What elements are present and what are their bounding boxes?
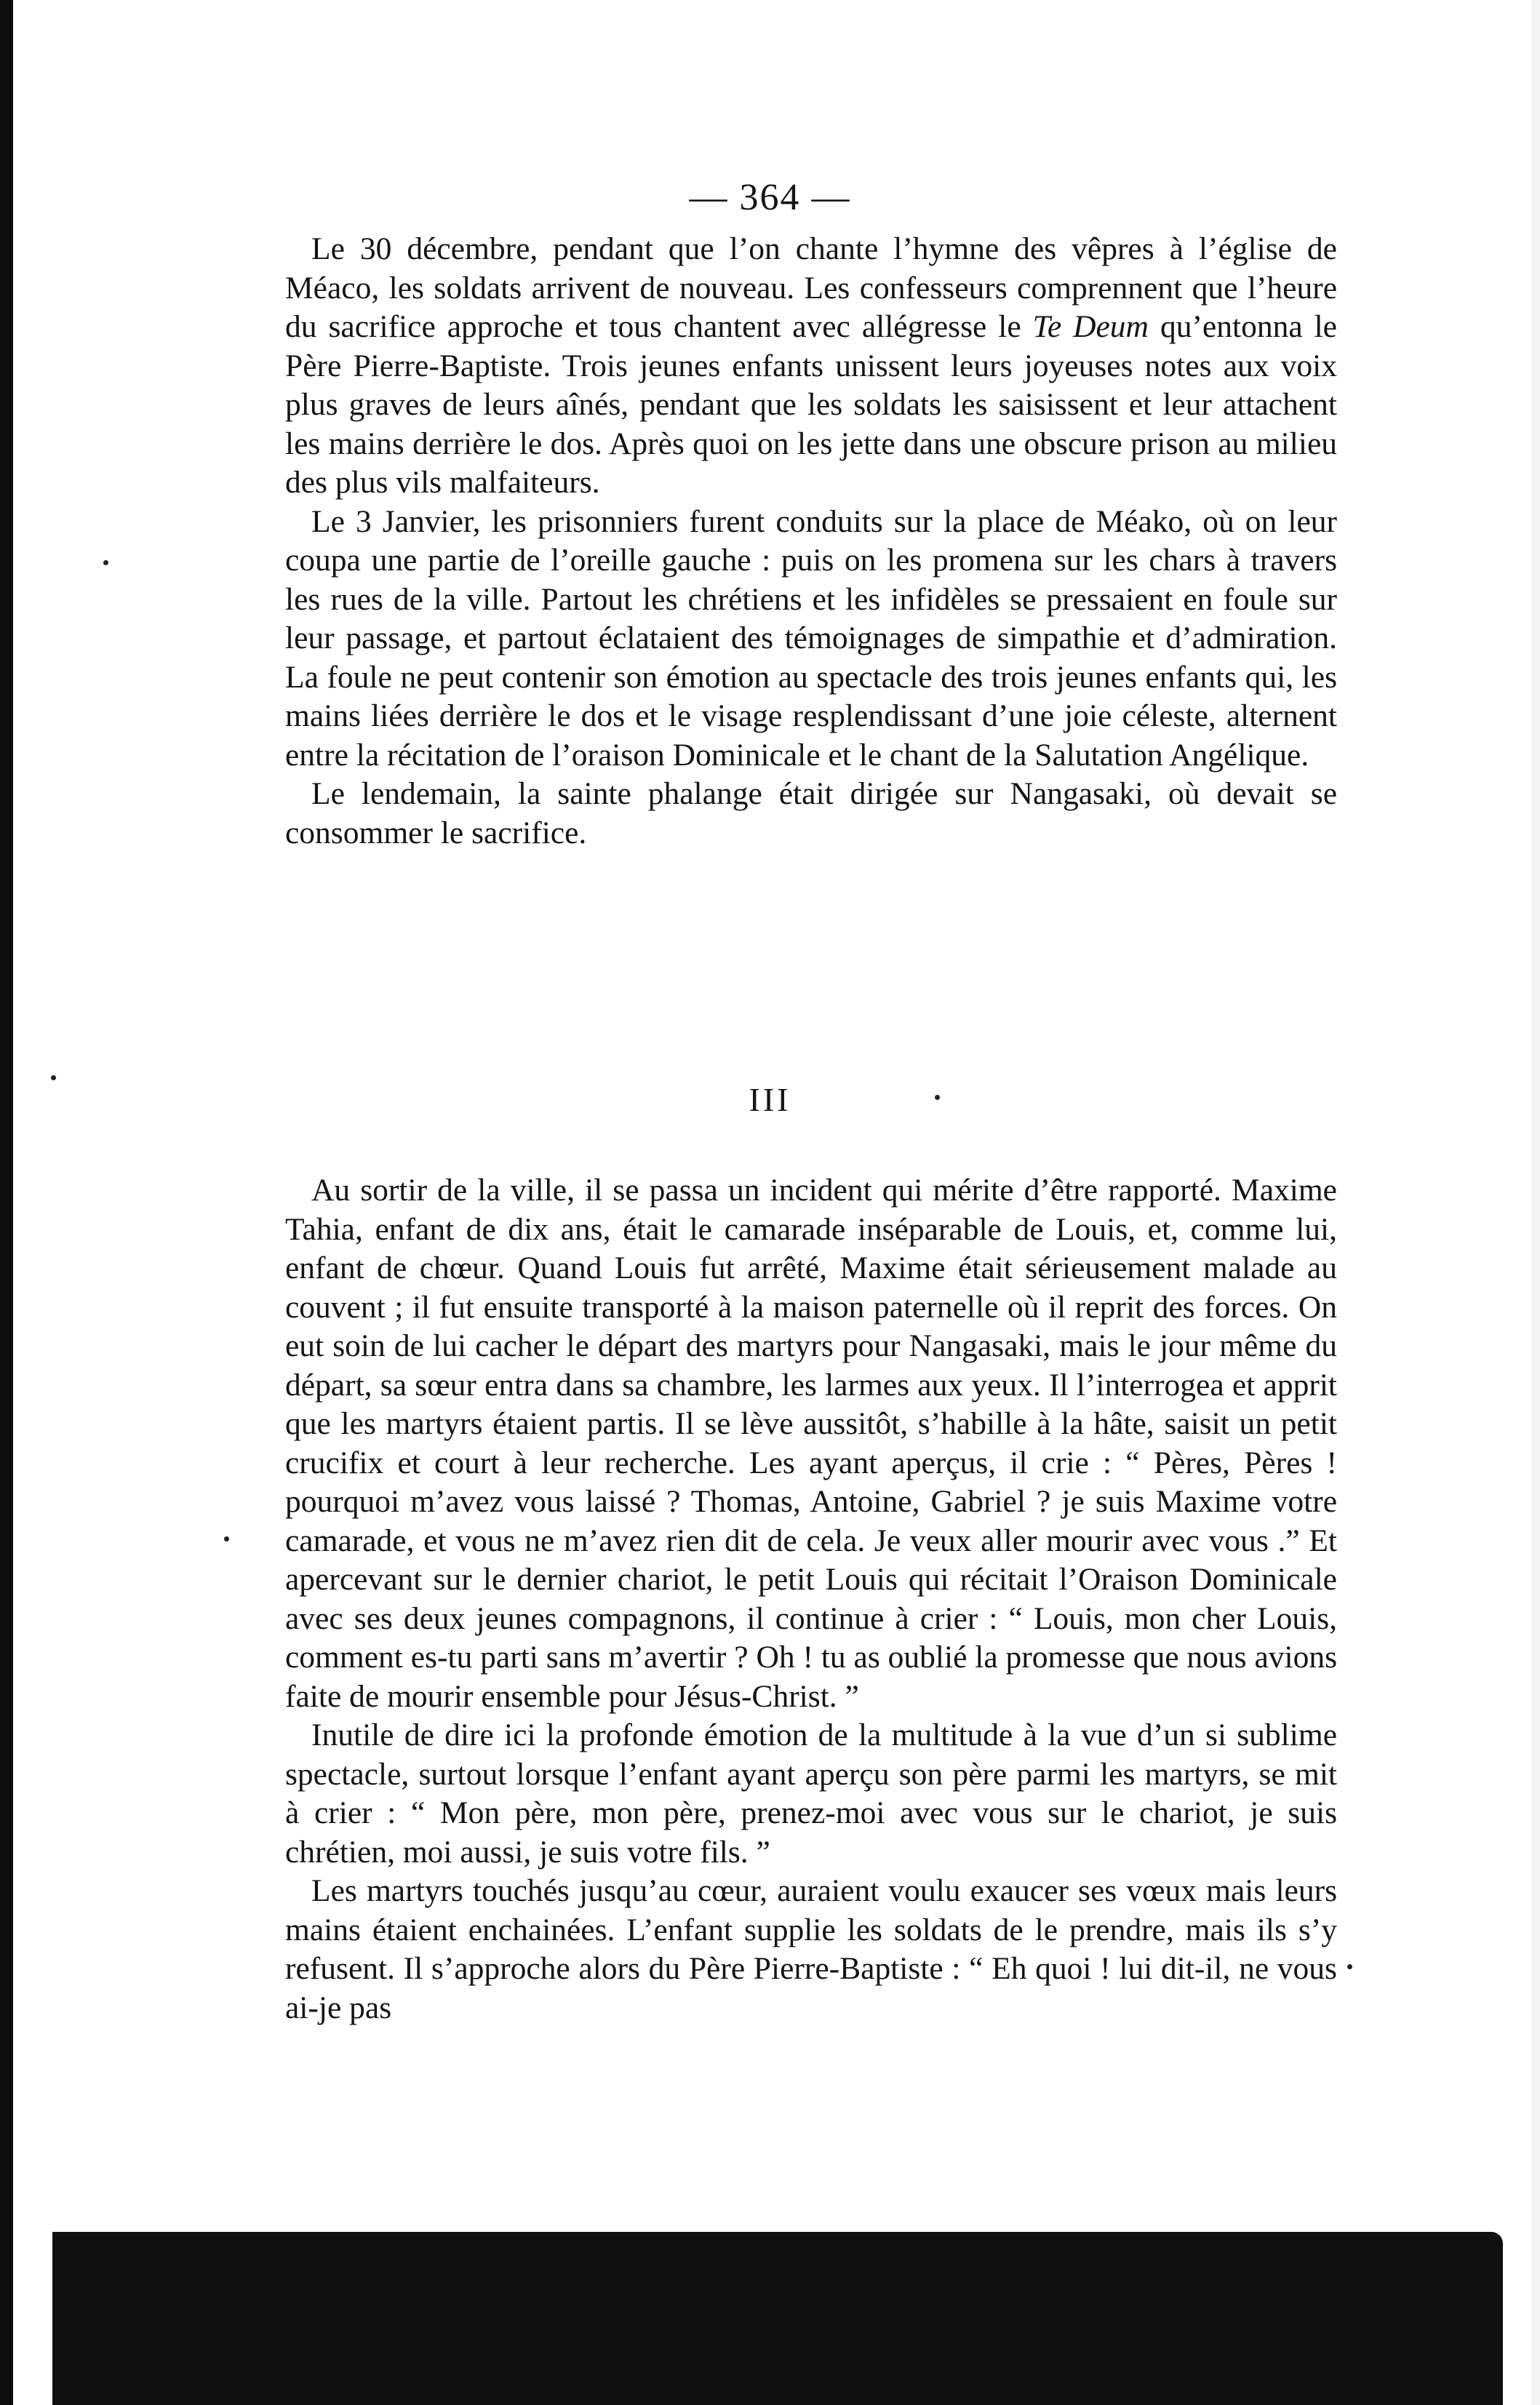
paragraph: Le lendemain, la sainte phalange était dirigée sur Nangasaki, où devait se consommer le sacrifice. — [285, 776, 1337, 850]
paragraph-text: Le 30 décembre, pendant que l’on chante l’hymne des vêpres à l’église de Méaco, les soldats arrivent de nouveau. Les confesseurs comprennent que l’heure du sacrifice approche et tous chantent avec allégresse le — [285, 231, 1337, 344]
scan-left-edge — [0, 0, 13, 2405]
text-block-section-2 — [285, 1171, 1337, 2027]
scan-bottom-band — [52, 2232, 1503, 2405]
page-number: — 364 — — [689, 177, 851, 218]
paragraph-text: qu’entonna le Père Pierre-Baptiste. Trois jeunes enfants unissent leurs joyeuses notes aux voix plus graves de leurs aînés, pendant que les soldats les saisissent et leur attachent les mains derrière le dos. Après quoi on les jette dans une obscure prison au milieu des plus vils malfaiteurs. — [285, 309, 1337, 500]
scan-speck — [935, 1095, 940, 1100]
paragraph: Le 3 Janvier, les prisonniers furent conduits sur la place de Méako, où on leur coupa une partie de l’oreille gauche : puis on les promena sur les chars à travers les rues de la ville. Partout les chrétiens et les infidèles se pressaient en foule sur leur passage, et partout éclataient des témoignages de simpathie et d’admiration. La foule ne peut contenir son émotion au spectacle des trois jeunes enfants qui, les mains liées derrière le dos et le visage resplendissant d’une joie céleste, alternent entre la récitation de l’oraison Dominicale et le chant de la Salutation Angélique. — [285, 503, 1337, 773]
paragraph: Les martyrs touchés jusqu’au cœur, auraient voulu exaucer ses vœux mais leurs mains étaient enchainées. L’enfant supplie les soldats de le prendre, mais ils s’y refusent. Il s’approche alors du Père Pierre-Baptiste : “ Eh quoi ! lui dit-il, ne vous ai-je pas — [285, 1873, 1337, 2025]
italic-title: Te Deum — [1032, 309, 1149, 344]
section-heading: III — [749, 1081, 791, 1118]
paragraph — [285, 230, 1337, 503]
scan-speck — [51, 1075, 56, 1080]
paragraph: Au sortir de la ville, il se passa un incident qui mérite d’être rapporté. Maxime Tahia, enfant de dix ans, était le camarade inséparable de Louis, et, comme lui, enfant de chœur. Quand Louis fut arrêté, Maxime était sérieusement malade au couvent ; il fut ensuite transporté à la maison paternelle où il reprit des forces. On eut soin de lui cacher le départ des martyrs pour Nangasaki, mais le jour même du départ, sa sœur entra dans sa chambre, les larmes aux yeux. Il l’interrogea et apprit que les martyrs étaient partis. Il se lève aussitôt, s’habille à la hâte, saisit un petit crucifix et court à leur recherche. Les ayant aperçus, il crie : “ Pères, Pères ! pourquoi m’avez vous laissé ? Thomas, Antoine, Gabriel ? je suis Maxime votre camarade, et vous ne m’avez rien dit de cela. Je veux aller mourir avec vous .” Et apercevant sur le dernier chariot, le petit Louis qui récitait l’Oraison Dominicale avec ses deux jeunes compagnons, il continue à crier : “ Louis, mon cher Louis, comment es-tu parti sans m’avertir ? Oh ! tu as oublié la promesse que nous avions faite de mourir ensemble pour Jésus-Christ. ” — [285, 1173, 1338, 1714]
scan-speck — [1347, 1964, 1352, 1969]
text-block-section-1 — [285, 230, 1337, 853]
scan-speck — [103, 560, 108, 565]
paragraph: Inutile de dire ici la profonde émotion de la multitude à la vue d’un si sublime spectacle, surtout lorsque l’enfant ayant aperçu son père parmi les martyrs, se mit à crier : “ Mon père, mon père, prenez-moi avec vous sur le chariot, je suis chrétien, moi aussi, je suis votre fils. ” — [285, 1718, 1337, 1870]
scan-right-edge — [1531, 0, 1540, 2405]
scan-speck — [224, 1536, 229, 1541]
